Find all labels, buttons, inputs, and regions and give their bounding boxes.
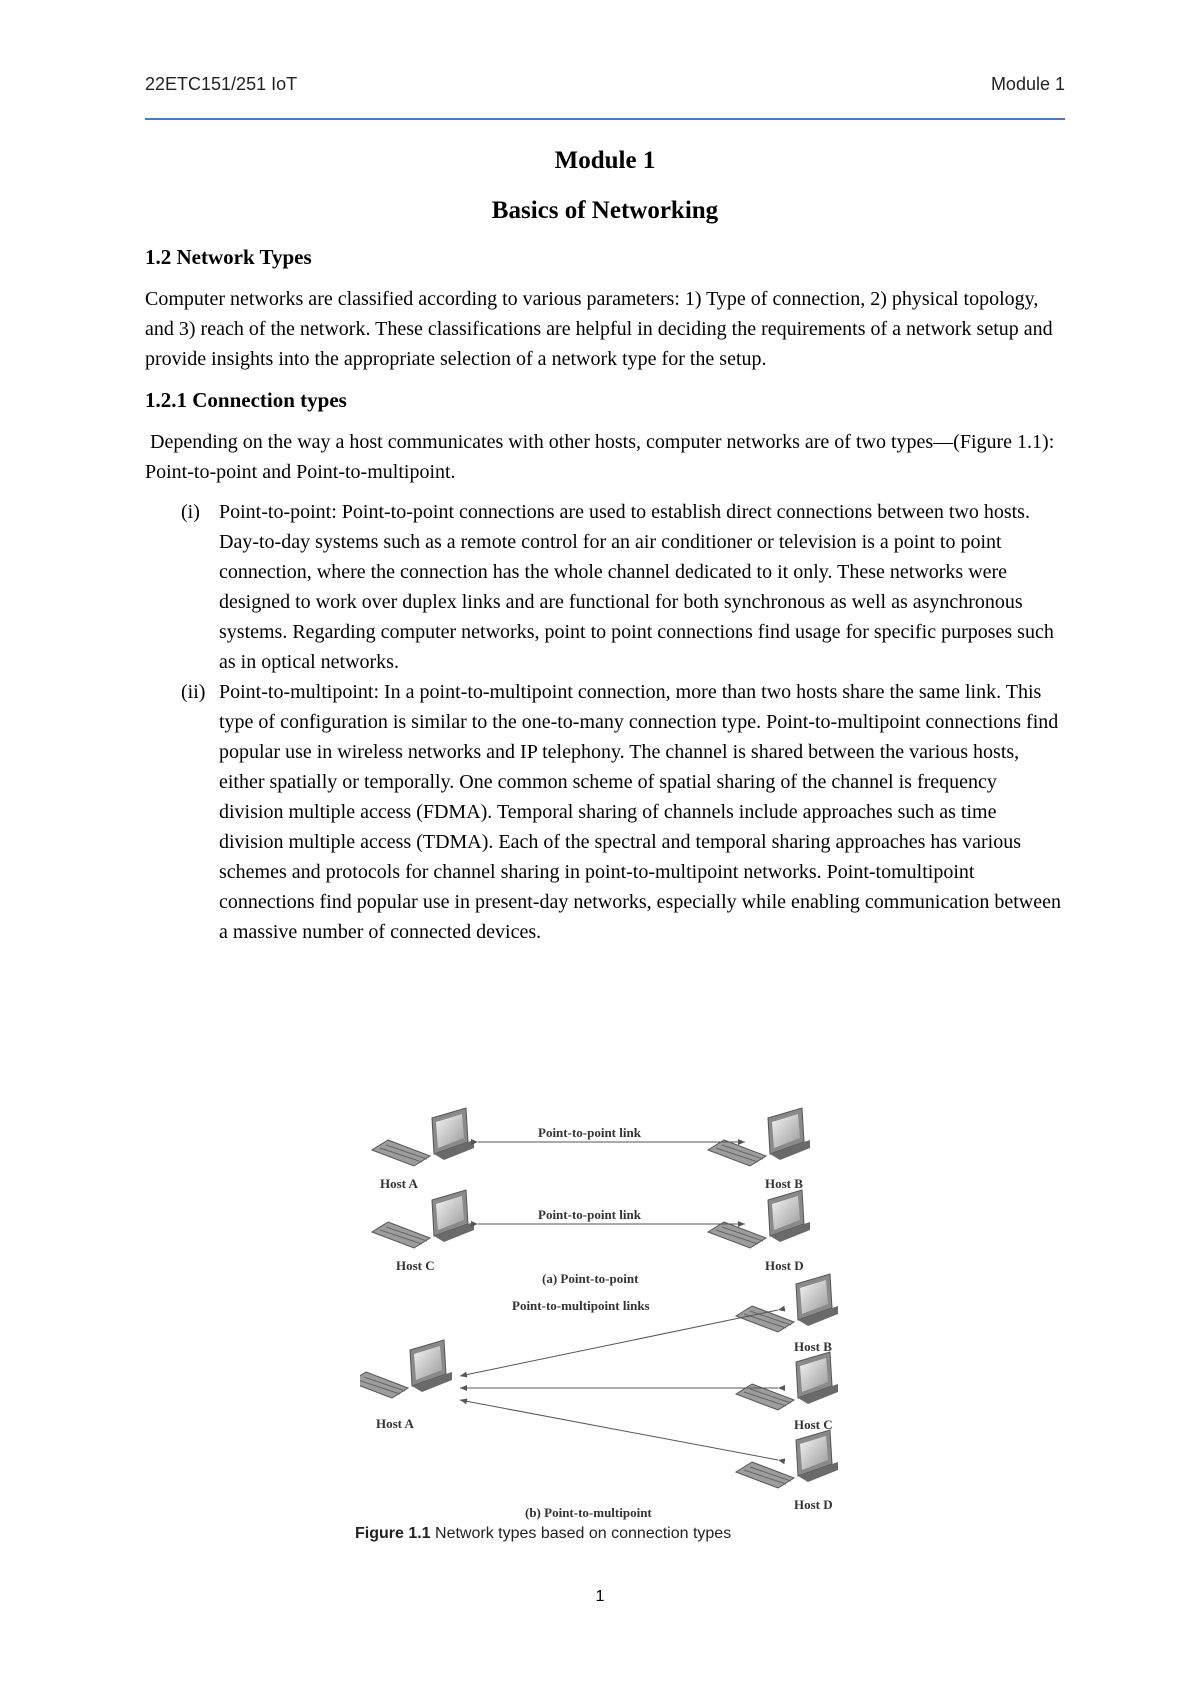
subfigure-b-label: (b) Point-to-multipoint — [525, 1505, 652, 1520]
list-marker: (i) — [181, 501, 200, 523]
list-item-text: Point-to-point: Point-to-point connections are used to establish direct connections between two hosts. Day-to-day systems such as a remote control for an air conditioner or television is a point to point connection, where the connection has the whole channel dedicated to it only. These networks were designed to work over duplex links and are functional for both synchronous as well as asynchronous systems. Regarding computer networks, point to point connections find usage for specific purposes such as in optical networks. — [219, 501, 1054, 673]
subfigure-a-label: (a) Point-to-point — [542, 1271, 639, 1286]
host-b-label: Host B — [765, 1176, 803, 1191]
p2mp-link-line — [460, 1400, 778, 1460]
network-figure — [360, 1100, 880, 1560]
host-a-label: Host A — [376, 1416, 414, 1431]
host-c-computer-icon — [736, 1352, 838, 1410]
host-c-computer-icon — [372, 1190, 474, 1248]
host-b-computer-icon — [736, 1274, 838, 1332]
section-heading-network-types: 1.2 Network Types — [145, 245, 312, 269]
host-d-computer-icon — [736, 1430, 838, 1488]
list-item — [145, 497, 1065, 677]
network-diagram — [360, 1100, 880, 1525]
section-heading-connection-types: 1.2.1 Connection types — [145, 388, 347, 412]
p2mp-links-label: Point-to-multipoint links — [512, 1298, 650, 1313]
page-number: 1 — [595, 1588, 605, 1605]
figure-caption-text: Network types based on connection types — [435, 1525, 732, 1542]
connection-types-list — [145, 497, 1065, 947]
host-d-label: Host D — [794, 1497, 833, 1512]
subject-title: Basics of Networking — [491, 197, 719, 224]
module-title: Module 1 — [554, 147, 656, 174]
p2p-link-label: Point-to-point link — [538, 1207, 641, 1222]
host-a-label: Host A — [380, 1176, 418, 1191]
host-a-computer-icon — [372, 1108, 474, 1166]
host-c-label: Host C — [794, 1417, 833, 1432]
section-paragraph-network-types: Computer networks are classified according to various parameters: 1) Type of connection, 2) physical topology, and 3) reach of the network. These classifications are helpful in deciding the requirements of a network setup and provide insights into the appropriate selection of a network type for the setup. — [145, 288, 1053, 370]
list-item-text: Point-to-multipoint: In a point-to-multipoint connection, more than two hosts share the same link. This type of configuration is similar to the one-to-many connection type. Point-to-multipoint connections find popular use in wireless networks and IP telephony. The channel is shared between the various hosts, either spatially or temporally. One common scheme of spatial sharing of the channel is frequency division multiple access (FDMA). Temporal sharing of channels include approaches such as time division multiple access (TDMA). Each of the spectral and temporal sharing approaches has various schemes and protocols for channel sharing in point-to-multipoint networks. Point-tomultipoint connections find popular use in present-day networks, especially while enabling communication between a massive number of connected devices. — [219, 681, 1061, 943]
header-course-code: 22ETC151/251 IoT — [145, 74, 298, 94]
page-header — [145, 72, 1065, 120]
host-d-label: Host D — [765, 1258, 804, 1273]
host-c-label: Host C — [396, 1258, 435, 1273]
p2p-link-label: Point-to-point link — [538, 1125, 641, 1140]
host-a-computer-icon — [360, 1340, 452, 1398]
header-module: Module 1 — [990, 74, 1065, 94]
host-b-computer-icon — [708, 1108, 810, 1166]
figure-number: Figure 1.1 — [355, 1525, 431, 1542]
list-marker: (ii) — [181, 681, 206, 703]
host-b-label: Host B — [794, 1339, 832, 1354]
document-body — [145, 145, 1065, 947]
connection-types-text: Depending on the way a host communicates with other hosts, computer networks are of two types—(Figure 1.1): Point-to-point and Point-to-multipoint. — [145, 431, 1055, 483]
list-item — [145, 677, 1065, 947]
p2mp-link-line — [460, 1310, 778, 1376]
host-d-computer-icon — [708, 1190, 810, 1248]
section-paragraph-connection-types — [145, 427, 1065, 487]
figure-caption — [355, 1525, 895, 1543]
